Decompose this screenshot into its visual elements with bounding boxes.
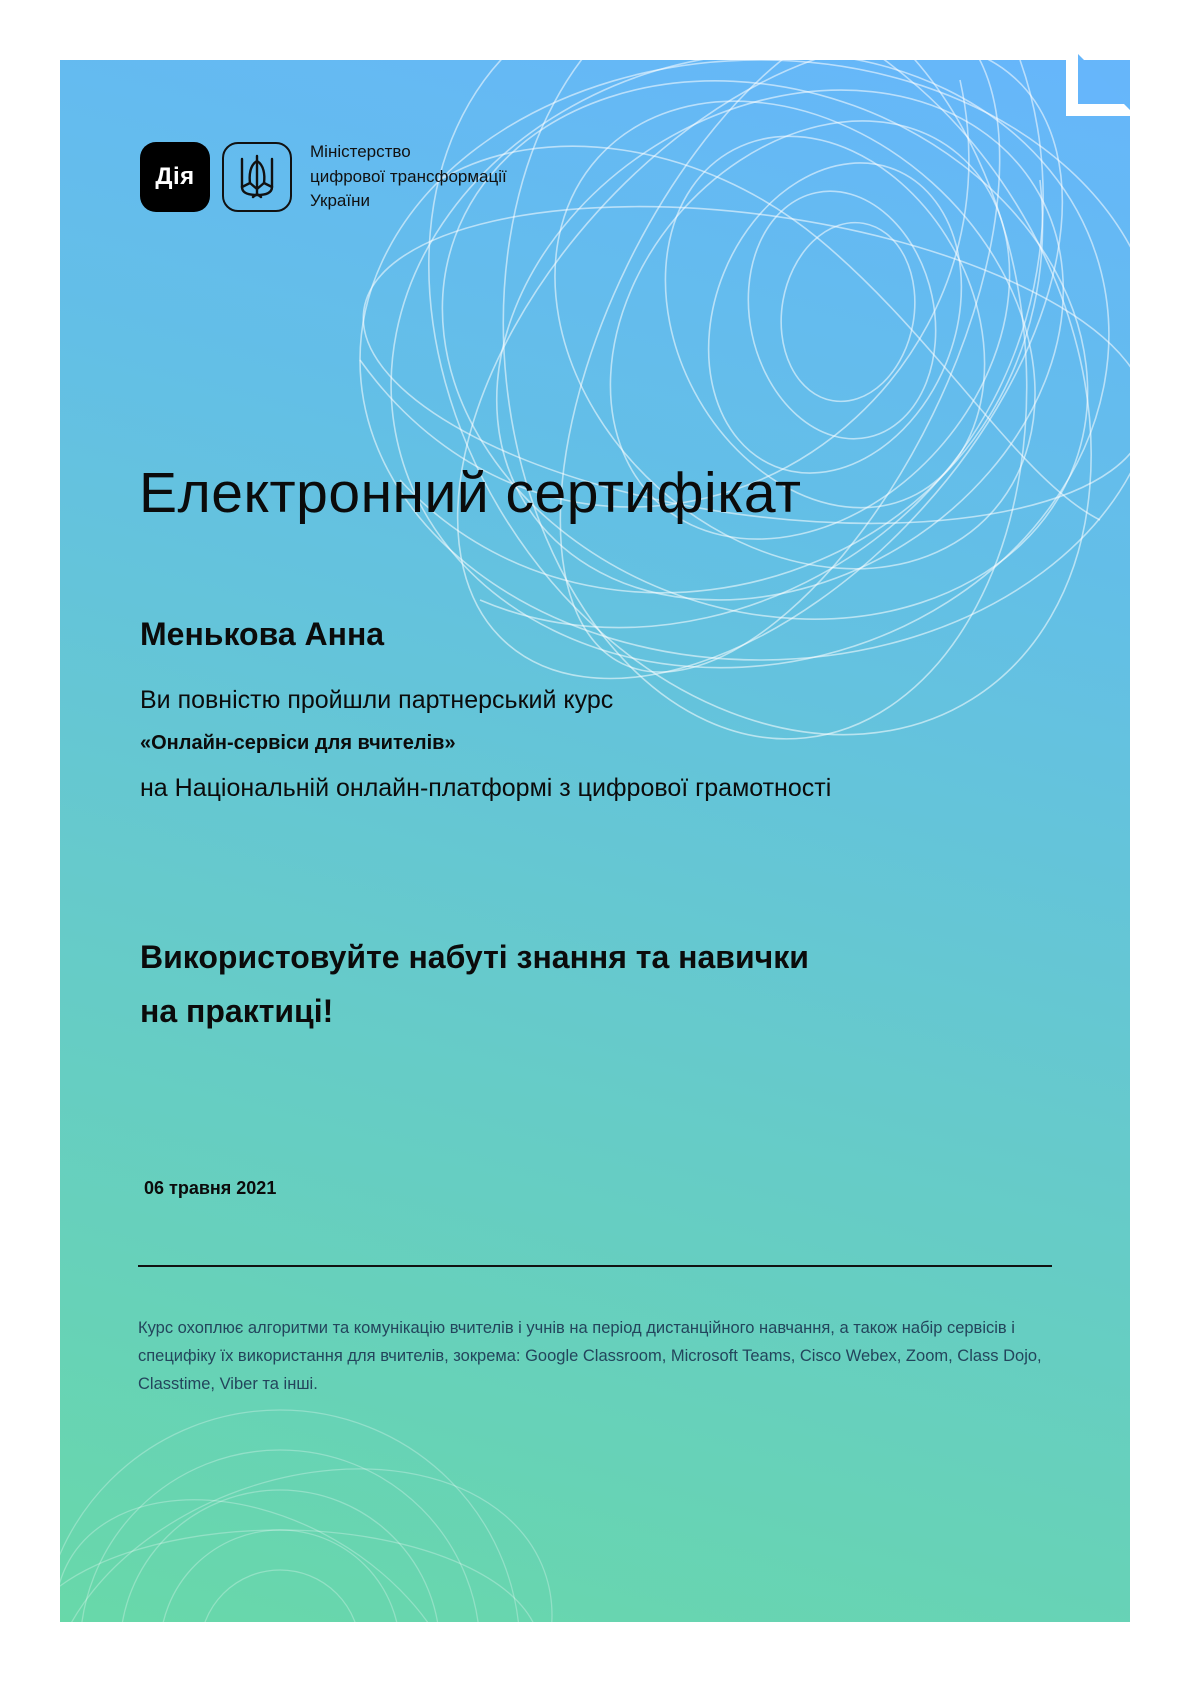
course-name: «Онлайн-сервіси для вчителів» — [140, 732, 456, 754]
folded-corner-icon — [1066, 46, 1136, 116]
trident-emblem — [222, 142, 292, 212]
ministry-line: Міністерство — [310, 142, 411, 161]
diia-logo: Дія — [140, 142, 210, 212]
cta-line: Використовуйте набуті знання та навички — [140, 939, 809, 975]
ministry-line: України — [310, 191, 370, 210]
ministry-line: цифрової трансформації — [310, 166, 507, 186]
certificate-title: Електронний сертифікат — [139, 461, 802, 525]
ukraine-trident-icon — [238, 153, 276, 201]
completion-text: Ви повністю пройшли партнерський курс — [140, 686, 614, 714]
call-to-action — [140, 930, 1000, 1038]
divider — [138, 1265, 1052, 1267]
ministry-name — [310, 140, 507, 214]
course-description: Курс охоплює алгоритми та комунікацію вчителів і учнів на період дистанційного навчання, а також набір сервісів і специфіку їх використання для вчителів, зокрема: Google Classroom, Microsoft Teams, Cisco Webex, Zoom, Class Dojo, Classtime, Viber та інші. — [138, 1319, 1042, 1393]
recipient-name: Менькова Анна — [140, 616, 385, 652]
certificate-card — [60, 60, 1130, 1622]
platform-text: на Національній онлайн-платформі з цифрової грамотності — [140, 774, 832, 802]
issue-date: 06 травня 2021 — [144, 1178, 277, 1198]
header-logos — [140, 140, 507, 214]
cta-line: на практиці! — [140, 993, 334, 1029]
